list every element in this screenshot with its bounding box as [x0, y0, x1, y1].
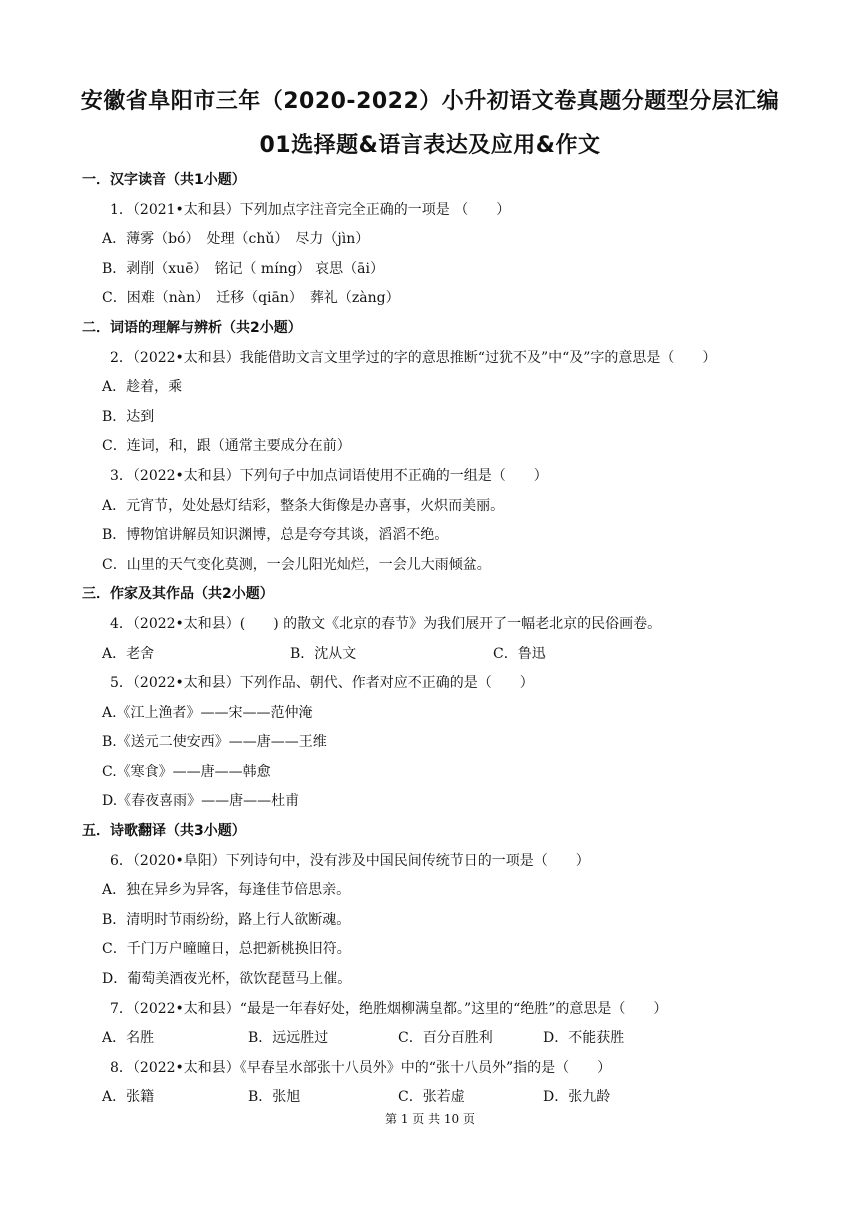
question-stem: 5．（2022•太和县）下列作品、朝代、作者对应不正确的是（ ） — [110, 675, 534, 692]
question-stem: 3．（2022•太和县）下列句子中加点词语使用不正确的一组是（ ） — [110, 467, 548, 484]
question-option: A．张籍 — [102, 1089, 155, 1106]
question-option: A．独在异乡为异客，每逢佳节倍思亲。 — [102, 882, 351, 899]
question-option: D.《春夜喜雨》——唐——杜甫 — [102, 793, 300, 810]
question-option: B.《送元二使安西》——唐——王维 — [102, 734, 327, 751]
question-option: A．名胜 — [102, 1030, 155, 1047]
question-option: B．博物馆讲解员知识渊博，总是夸夸其谈，滔滔不绝。 — [102, 527, 449, 544]
question-option: D．张九龄 — [543, 1089, 611, 1106]
section-heading: 二．词语的理解与辨析（共2小题） — [82, 319, 302, 336]
question-option: C．连词，和，跟（通常主要成分在前） — [102, 438, 351, 455]
question-option: B．剥削（xuē） 铭记（ míng） 哀思（āi） — [102, 260, 384, 277]
question-option: B．达到 — [102, 408, 155, 425]
question-option: B．清明时节雨纷纷，路上行人欲断魂。 — [102, 911, 351, 928]
question-stem: 1．（2021•太和县）下列加点字注音完全正确的一项是 （ ） — [110, 201, 511, 218]
question-option: C．困难（nàn） 迁移（qiān） 葬礼（zàng） — [102, 290, 400, 307]
question-stem: 4．（2022•太和县）( ) 的散文《北京的春节》为我们展开了一幅老北京的民俗画卷。 — [110, 615, 662, 632]
question-option: D．葡萄美酒夜光杯，欲饮琵琶马上催。 — [102, 971, 352, 988]
page-number: 第 1 页 共 10 页 — [385, 1112, 475, 1126]
question-stem: 8．（2022•太和县）《早春呈水部张十八员外》中的“张十八员外”指的是（ ） — [110, 1059, 612, 1076]
question-option: B．沈从文 — [290, 645, 357, 662]
question-option: B．张旭 — [248, 1089, 301, 1106]
document-title: 安徽省阜阳市三年（2020-2022）小升初语文卷真题分题型分层汇编 — [80, 89, 780, 114]
question-option: A．趁着，乘 — [102, 379, 183, 396]
question-option: A．元宵节，处处悬灯结彩，整条大街像是办喜事，火炽而美丽。 — [102, 497, 505, 514]
question-list — [0, 166, 860, 1113]
question-option: C．山里的天气变化莫测，一会儿阳光灿烂，一会儿大雨倾盆。 — [102, 556, 491, 573]
section-heading: 五．诗歌翻译（共3小题） — [82, 823, 246, 840]
question-option: D．不能获胜 — [543, 1030, 625, 1047]
option-row — [0, 1024, 860, 1054]
option-row — [0, 640, 860, 670]
document-subtitle: 01选择题&语言表达及应用&作文 — [259, 133, 601, 158]
question-option: C．张若虚 — [398, 1089, 465, 1106]
question-option: C．百分百胜利 — [398, 1030, 493, 1047]
question-option: A．薄雾（bó） 处理（chǔ） 尽力（jìn） — [102, 231, 370, 248]
section-heading: 一．汉字读音（共1小题） — [82, 172, 246, 188]
question-option: C.《寒食》——唐——韩愈 — [102, 763, 271, 780]
question-stem: 7．（2022•太和县）“最是一年春好处，绝胜烟柳满皇都。”这里的“绝胜”的意思是（ ） — [110, 1000, 668, 1017]
question-option: C．鲁迅 — [493, 645, 546, 662]
question-option: A.《江上渔者》——宋——范仲淹 — [102, 704, 313, 721]
question-stem: 2．（2022•太和县）我能借助文言文里学过的字的意思推断“过犹不及”中“及”字的意思是（ ） — [110, 349, 717, 366]
question-option: C．千门万户曈曈日，总把新桃换旧符。 — [102, 941, 351, 958]
option-row — [0, 1083, 860, 1113]
question-option: B．远远胜过 — [248, 1030, 329, 1047]
question-stem: 6．（2020•阜阳）下列诗句中，没有涉及中国民间传统节日的一项是（ ） — [110, 852, 590, 869]
section-heading: 三．作家及其作品（共2小题） — [82, 586, 274, 603]
question-option: A．老舍 — [102, 645, 155, 662]
